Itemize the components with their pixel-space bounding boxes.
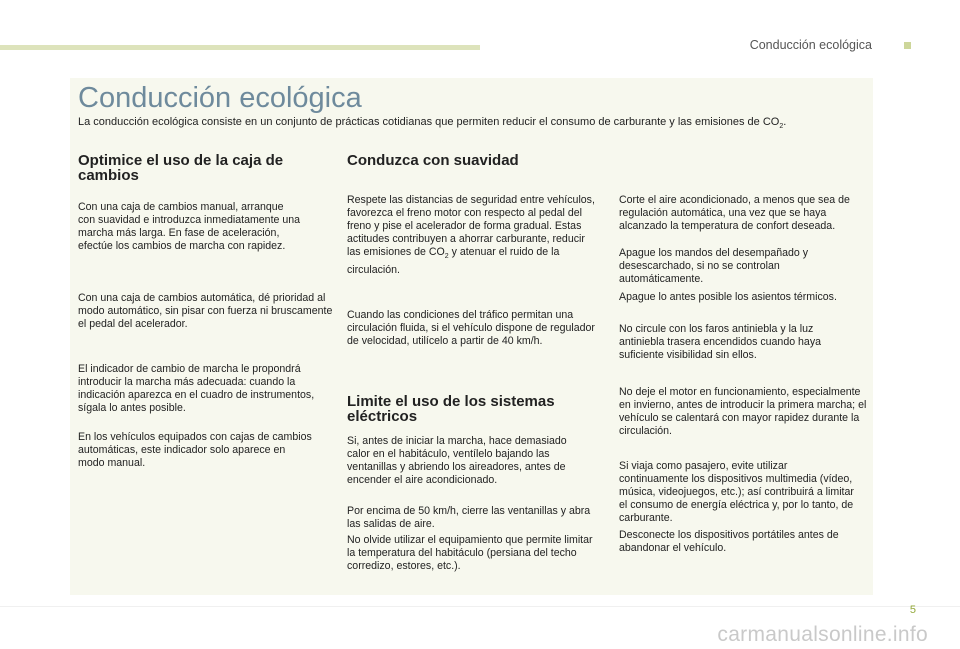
- col3-paragraph-6: Si viaja como pasajero, evite utilizar continuamente los dispositivos multimedia (vídeo, música, videojuegos, etc.); así contribuirá a limitar el consumo de energía eléctrica y, por lo tanto, de carburante.: [619, 460, 854, 525]
- page-number: 5: [909, 604, 916, 616]
- col3-paragraph-1: Corte el aire acondicionado, a menos que sea de regulación automática, una vez que se haya alcanzado la temperatura de confort deseada.: [619, 194, 850, 233]
- col1-heading: Optimice el uso de la caja de cambios: [78, 152, 284, 184]
- intro-subscript: 2: [779, 123, 784, 131]
- col2-paragraph-1-subscript: 2: [444, 253, 449, 261]
- col3-paragraph-5: No deje el motor en funcionamiento, especialmente en invierno, antes de introducir la primera marcha; el vehículo se calentará con mayor rapidez durante la circulación.: [619, 386, 867, 438]
- page-title: Conducción ecológica: [78, 82, 362, 114]
- col2-paragraph-5: No olvide utilizar el equipamiento que permite limitar la temperatura del habitáculo (persiana del techo corredizo, estores, etc.).: [347, 534, 593, 573]
- footer-divider: [0, 606, 960, 607]
- intro-paragraph: [78, 116, 786, 130]
- col3-paragraph-4: No circule con los faros antiniebla y la luz antiniebla trasera encendidos cuando haya suficiente visibilidad sin ellos.: [619, 323, 822, 362]
- intro-text: La conducción ecológica consiste en un conjunto de prácticas cotidianas que permiten reducir el consumo de carburante y las emisiones de CO: [78, 116, 780, 128]
- col1-paragraph-4: En los vehículos equipados con cajas de cambios automáticas, este indicador solo aparece en modo manual.: [78, 431, 312, 470]
- col2-paragraph-1-end: y atenuar el ruido de la circulación.: [347, 246, 560, 276]
- col1-paragraph-3: El indicador de cambio de marcha le propondrá introducir la marcha más adecuada: cuando la indicación aparezca en el cuadro de instrumentos, sígala lo antes posible.: [78, 363, 315, 415]
- intro-end: .: [783, 116, 787, 128]
- col3-paragraph-3: Apague lo antes posible los asientos térmicos.: [619, 291, 837, 303]
- col1-paragraph-2: Con una caja de cambios automática, dé prioridad al modo automático, sin pisar con fuerza ni bruscamente el pedal del acelerador.: [78, 292, 333, 331]
- col2-paragraph-4: Por encima de 50 km/h, cierre las ventanillas y abra las salidas de aire.: [347, 505, 591, 531]
- col2-paragraph-2: Cuando las condiciones del tráfico permitan una circulación fluida, si el vehículo dispone de regulador de velocidad, utilícelo a partir de 40 km/h.: [347, 309, 595, 348]
- header-square-marker: [904, 42, 911, 49]
- header-accent-bar: [0, 45, 480, 50]
- col3-paragraph-2: Apague los mandos del desempañado y desescarchado, si no se controlan automáticamente.: [619, 247, 809, 286]
- header-section-title: Conducción ecológica: [749, 38, 872, 52]
- watermark-text: carmanualsonline.info: [717, 623, 928, 646]
- col2-paragraph-1-text: Respete las distancias de seguridad entre vehículos, favorezca el freno motor con respecto al pedal del freno y pise el acelerador de forma gradual. Estas actitudes contribuyen a ahorrar carburante, reducir las emisiones de CO: [347, 194, 595, 259]
- col3-paragraph-7: Desconecte los dispositivos portátiles antes de abandonar el vehículo.: [619, 529, 839, 555]
- col1-paragraph-1: Con una caja de cambios manual, arranque con suavidad e introduzca inmediatamente una marcha más larga. En fase de aceleración, efectúe los cambios de marcha con rapidez.: [78, 201, 301, 253]
- col2-heading: Conduzca con suavidad: [347, 152, 519, 169]
- col2-paragraph-1: [347, 194, 597, 277]
- col2-heading-2: Limite el uso de los sistemas eléctricos: [347, 393, 555, 425]
- col2-paragraph-3: Si, antes de iniciar la marcha, hace demasiado calor en el habitáculo, ventílelo bajando las ventanillas y abriendo los aireadores, antes de encender el aire acondicionado.: [347, 435, 567, 487]
